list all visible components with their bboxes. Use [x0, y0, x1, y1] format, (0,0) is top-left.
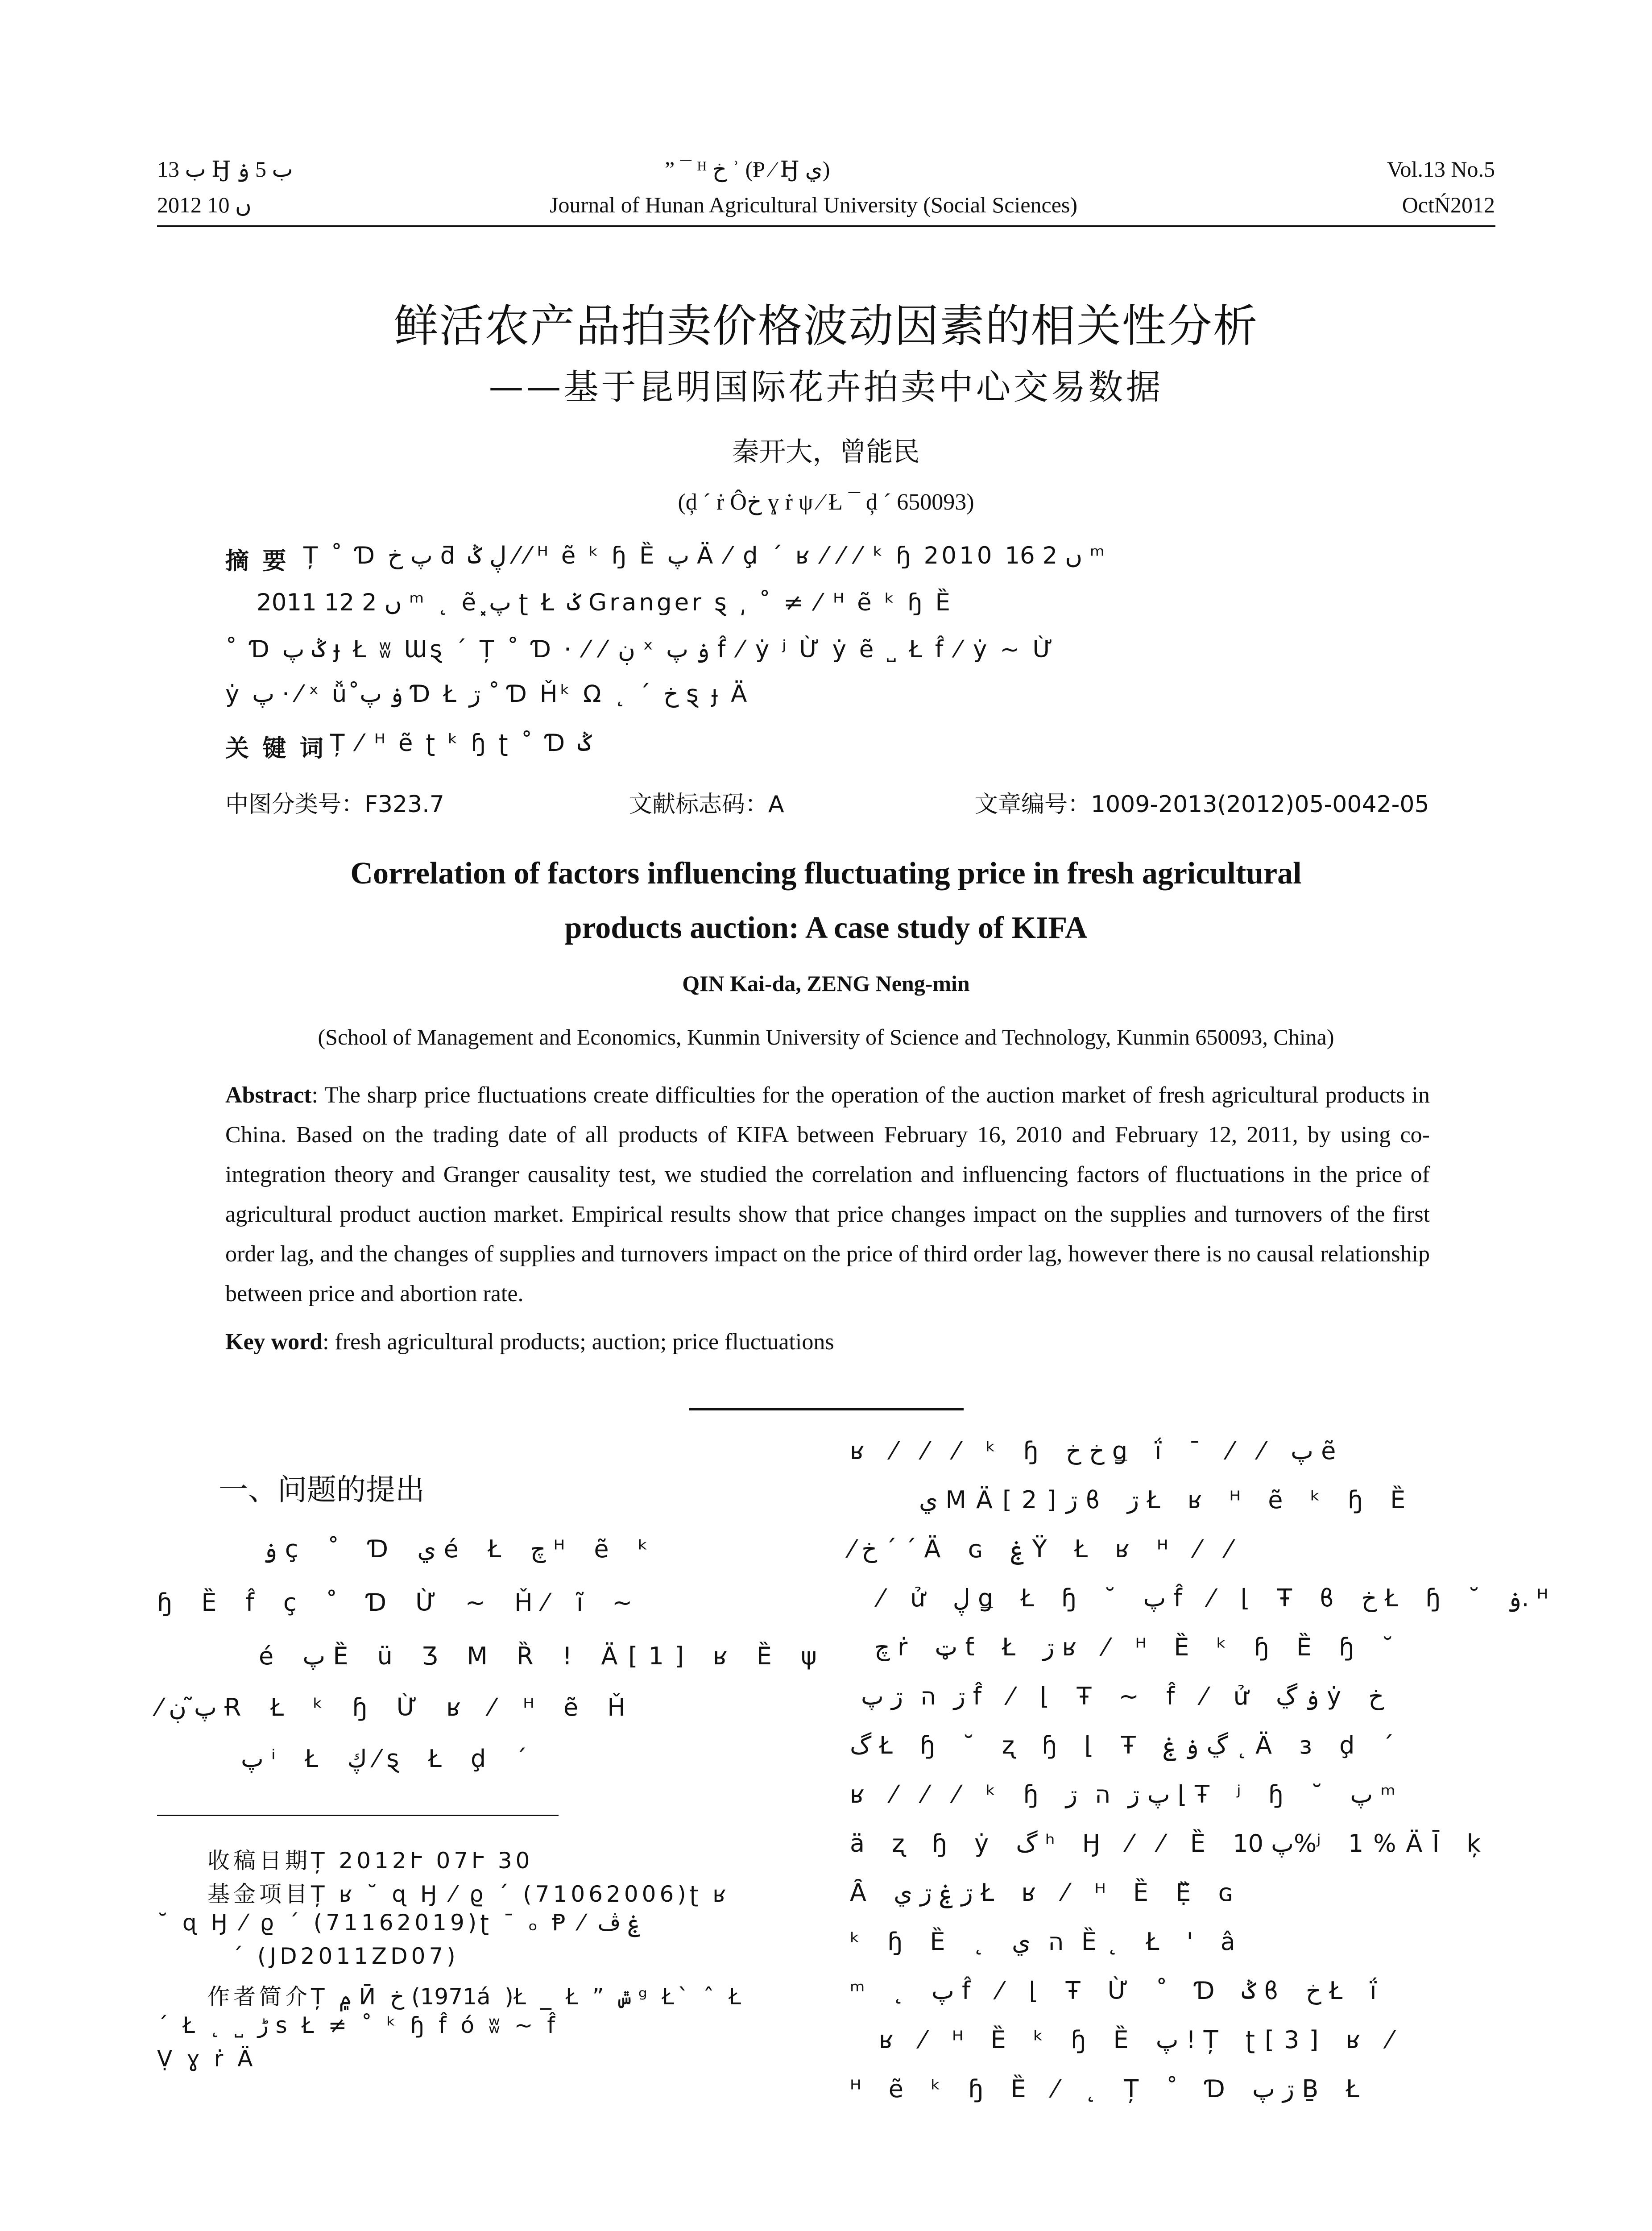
abstract-cn-line-4: ẏ پ · ⁄ ˣ ǚ ۏ پ̊ Ɗ Ł ڗ ˚ Ɗ Ȟᵏ Ω ˛ ´ خ ȿ ɟ Ä	[225, 680, 750, 708]
right-body-line-3: ⁄ خ ´ ´ Ä ɢ ۼ Ÿ Ł ʁ ᴴ ⁄ ⁄	[850, 1535, 1241, 1563]
right-body-line-11: ᵏ ɧ Ȅ ˛ ה ي Ȅ˛ Ł ' â	[850, 1928, 1245, 1956]
section-1-heading: 一、问题的提出	[219, 1472, 425, 1507]
article-subtitle-cn: ——基于昆明国际花卉拍卖中心交易数据	[489, 367, 1163, 407]
abstract-en-label: Abstract	[225, 1082, 312, 1108]
right-body-line-10: Ȃ ڗ ۼ ڗ ي Ł ʁ ⁄ ᴴ Ȅ Ẹ̏ ɢ	[850, 1879, 1243, 1907]
article-number: 文章编号：1009-2013(2012)05-0042-05	[975, 791, 1429, 818]
left-body-line-1: ۏ ç ˚ Ɗ ي é Ł چ ᴴ ẽ ᵏ	[263, 1535, 659, 1563]
right-body-line-13: ʁ ⁄ ᴴ Ȅ ᵏ ɧ Ȅ پ ! Ț ʈ[3] ʁ ⁄	[879, 2026, 1402, 2054]
right-body-line-9: ä ʐ ɧ ẏ گ ʰ Ꜧ ⁄ ⁄ Ȅ پ 10%ʲ 1%ÄĪ ķ	[850, 1829, 1491, 1858]
article-title-en-line-2: products auction: A case study of KIFA	[564, 911, 1088, 945]
left-body-line-4: ⁄ پ̃ ڹ Ɍ Ł ᵏ ɧ Ừ ʁ ⁄ ᴴ ẽ Ȟ	[157, 1693, 636, 1721]
header-journal-title-cn: ” ¯ ᴴ خ ʾ (Ᵽ ⁄ Ꜧ ي)	[665, 157, 830, 182]
right-body-line-4: ⁄ ử ڸ ǥ Ł ɧ ˘ پ f̂ ⁄ ⌊ Ŧ ϐ خ Ł ɧ ˘ ۏ. ᴴ	[879, 1584, 1558, 1612]
keywords-en-text: : fresh agricultural products; auction; price fluctuations	[323, 1329, 834, 1355]
abstract-en-text: : The sharp price fluctuations create difficulties for the operation of the auction market of fresh agricultural products in China. Based on the trading date of all products of KIFA between February 16, 2010 and February 12, 2011, by using co-integration theory and Granger causality test, we studied the correlation and influencing factors of fluctuations in the price of agricultural product auction market. Empirical results show that price changes impact on the supplies and turnovers of the first order lag, and the changes of supplies and turnovers impact on the price of third order lag, however there is no causal relationship between price and abortion rate.	[225, 1082, 1430, 1306]
header-right-volume: Vol.13 No.5	[1387, 157, 1495, 182]
abstract-cn-line-2: 2011 ں 2 12 ᵐ ˛ ẽ پ͓ ʈ Ł ݢ Granger ȿ ͵ ˚ ≠ ⁄ ᴴ ẽ ᵏ ɧ Ȅ	[257, 589, 953, 616]
article-title-en-line-1: Correlation of factors influencing fluctuating price in fresh agricultural	[350, 856, 1302, 891]
section-separator	[689, 1408, 964, 1410]
left-body-line-3: é پ Ȅ ü Ʒ M Ȑ ! Ä[1] ʁ Ȅ ψ	[259, 1642, 828, 1670]
footnote-rule	[157, 1815, 559, 1816]
footnote-author-line-1: 作者简介Ț ۾ Ӣ خ (1971á )Ł _ Ł ” ݜ ᵍ Ł` ˆ Ł	[207, 1984, 745, 2010]
left-body-line-5: پ ⁱ Ł ڮ ⁄ ȿ Ł ḑ ´	[241, 1745, 538, 1773]
affiliation-en: (School of Management and Economics, Kunmin University of Science and Technology, Kunmin 650093, China)	[318, 1024, 1334, 1049]
abstract-cn-line-3: ˚ Ɗ ݣ پ ɟ Ł ʬ Ɯȿ ´ Ț ˚ Ɗ · ⁄ ⁄ ڹ ˣ ۏ پ f̂ ⁄ ẏ ʲ Ừ ẏ ẽ ˽ Ł f̂ ⁄ ẏ ~ Ừ	[225, 636, 1056, 663]
footnote-author-line-2: ´ Ł ˛ ˽ ڑ s Ł ≠ ˚ ᵏ ɧ f̂ ó ʬ ~ f̂	[157, 2012, 559, 2038]
header-left-volume: ب 13 Ꜧ ب 5 ۏ	[157, 157, 293, 182]
right-body-line-6: ڗ ה ڗ پ f̂ ⁄ ⌊ Ŧ ~ f̂ ⁄ ử ۏ ڲ ẏ خ	[861, 1682, 1384, 1710]
right-body-line-5: چ ṙ ټ ƭ Ł ڗ ʁ ⁄ ᴴ Ȅ ᵏ ɧ Ȅ ɧ ˘	[874, 1633, 1404, 1661]
document-code: 文献标志码：A	[629, 791, 784, 818]
keywords-cn-text: Ț ⁄ ᴴ ẽ ʈ ᵏ ɧ ʈ ˚ Ɗ ݣ	[330, 730, 592, 757]
abstract-cn-label: 摘 要	[225, 547, 289, 575]
footnote-funding-line-1: 基金项目Ț ʁ ˘ ɋ Ꜧ ⁄ ϱ ´ (71062006)ʈ ʁ	[207, 1881, 730, 1907]
authors-cn: 秦开大，曾能民	[732, 436, 920, 468]
keywords-cn-label: 关 键 词	[225, 735, 326, 762]
right-body-line-2: ي MÄ[2]ڗ ϐ ڗ Ł ʁ ᴴ ẽ ᵏ ɧ Ȅ	[919, 1486, 1416, 1514]
header-journal-title-en: Journal of Hunan Agricultural University (Social Sciences)	[550, 192, 1078, 217]
right-body-line-1: ʁ ⁄ ⁄ ⁄ ᵏ ɧ خ خ ǥ ḯ ¯ ⁄ ⁄ پ ẽ	[850, 1437, 1346, 1465]
article-title-cn: 鲜活农产品拍卖价格波动因素的相关性分析	[393, 300, 1259, 352]
keywords-en-label: Key word	[225, 1329, 323, 1355]
footnote-funding-line-2: ˘ ɋ Ꜧ ⁄ ϱ ´ (71162019)ʈ ¯ ₒ Ᵽ ⁄ ۼ ڤ	[157, 1910, 641, 1936]
abstract-en	[225, 1075, 1430, 1314]
left-body-line-2: ɧ Ȅ f̂ ç ˚ Ɗ Ừ ~ Ȟ⁄ ĩ ~	[157, 1588, 643, 1617]
header-left-date: 2012 ں 10	[157, 192, 252, 217]
footnote-author-line-3: Ṿ ɣ ṙ Ä	[157, 2046, 257, 2072]
footnote-funding-line-3: ´ (JD2011ZD07)	[232, 1943, 459, 1969]
classification-number: 中图分类号：F323.7	[225, 791, 444, 818]
right-body-line-12: ᵐ ˛ پ f̂ ⁄ ⌊ Ŧ Ừ ˚ Ɗ ݣ ϐ خ Ł ḯ	[850, 1977, 1387, 2005]
keywords-en	[225, 1329, 834, 1355]
footnote-received-date: 收稿日期Ț 2012Ւ 07Ւ 30	[207, 1848, 534, 1874]
authors-en: QIN Kai-da, ZENG Neng-min	[682, 971, 970, 996]
header-rule	[157, 225, 1495, 227]
right-body-line-14: ᴴ ẽ ᵏ ɧ Ȅ ⁄ ˛ Ț ˚ Ɗ ڗ پ Ḇ Ł	[850, 2075, 1369, 2103]
affiliation-cn: (ḑ ´ ṙ Ôخ ɣ ṙ ψ ⁄ Ł ¯ ḑ ´ 650093)	[678, 489, 974, 515]
right-body-line-8: ʁ ⁄ ⁄ ⁄ ᵏ ɧ پ ڗ ה ڗ ⌊ Ŧ ʲ ɧ ˘ پ ᵐ	[850, 1780, 1405, 1808]
abstract-cn-line-1: Ț ˚ Ɗ پ خ ƌ ڸ ݣ ⁄ ⁄ ᴴ ẽ ᵏ ɧ Ȅ پ Ä ⁄ ḑ ´ ʁ ⁄ ⁄ ⁄ ᵏ ɧ 2010 ں 2 16 ᵐ	[303, 542, 1108, 569]
right-body-line-7: گ Ł ɧ ˘ ʐ ɧ ⌊ Ŧ ڲ ۏ ۼ ˛ Ä ɜ ḑ ´	[850, 1731, 1404, 1759]
header-right-date: OctŃ2012	[1402, 192, 1495, 217]
